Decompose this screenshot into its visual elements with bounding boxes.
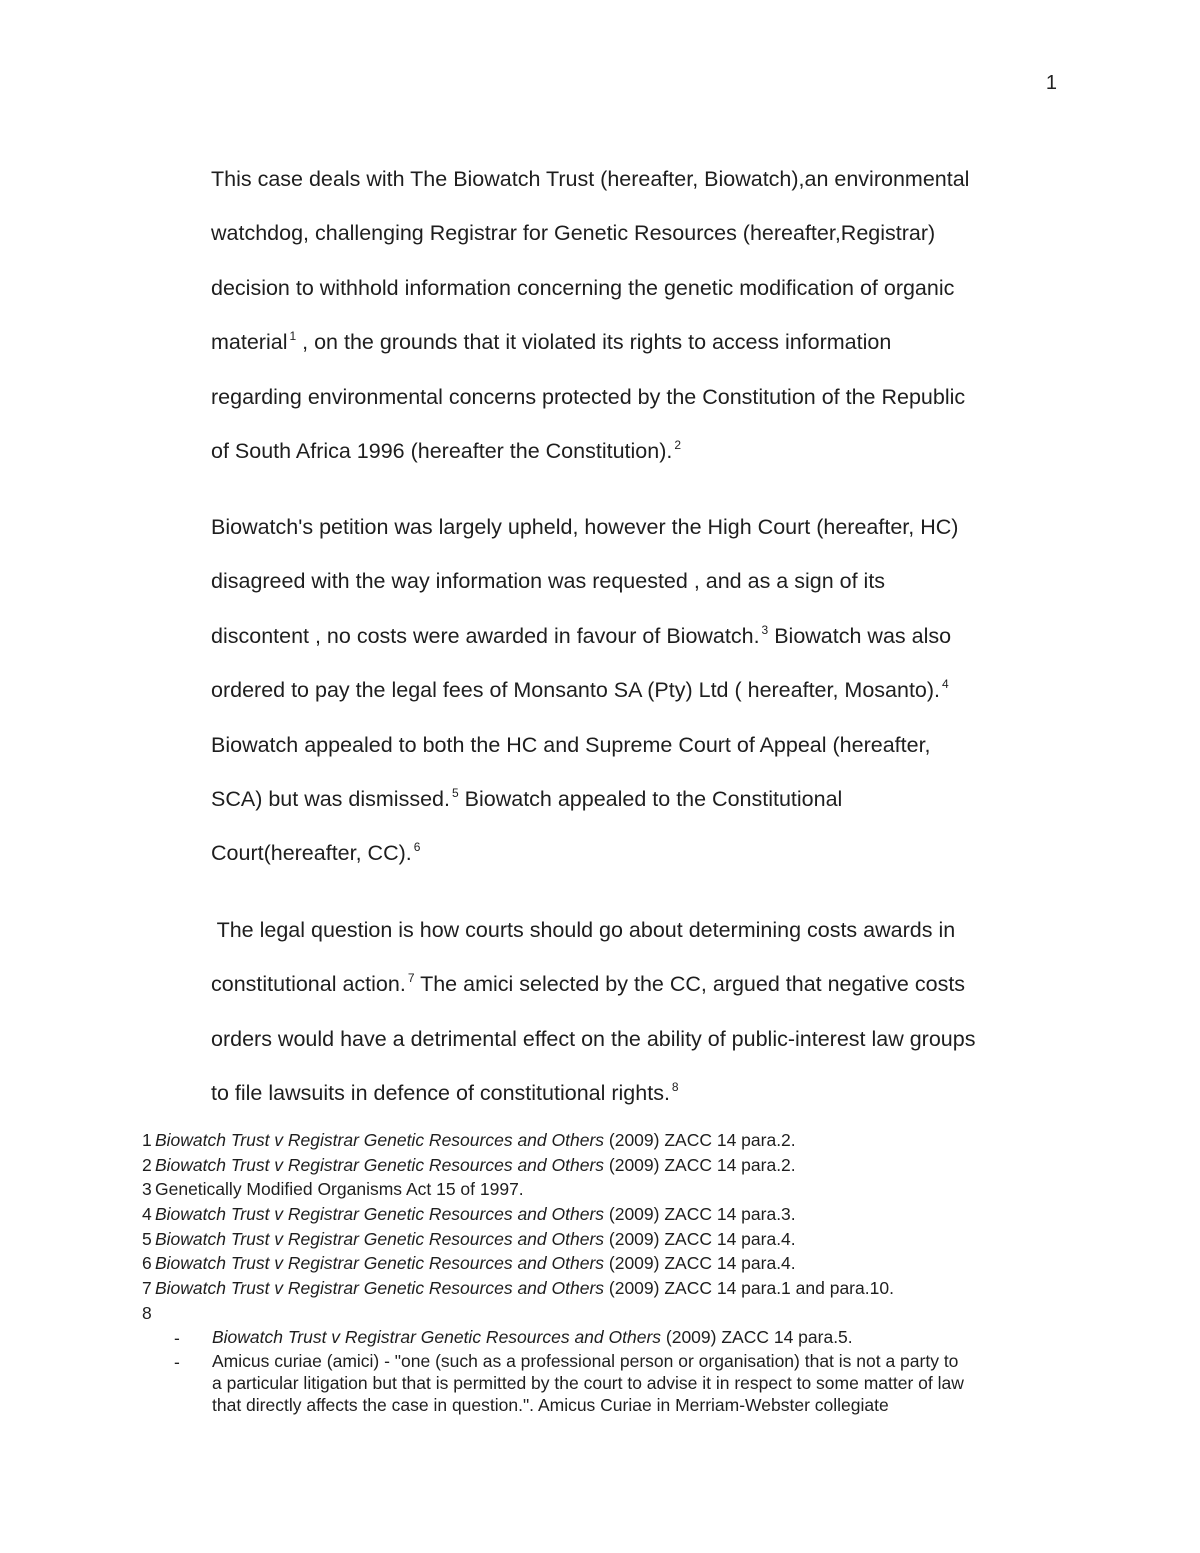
case-name: Biowatch Trust v Registrar Genetic Resources and Others <box>155 1228 605 1249</box>
text-line <box>211 957 1061 1011</box>
line-text: Biowatch's petition was largely upheld, however the High Court (hereafter, HC) <box>211 515 959 539</box>
text-line <box>211 1066 1061 1120</box>
case-name: Biowatch Trust v Registrar Genetic Resources and Others <box>155 1253 605 1274</box>
line-text: The amici selected by the CC, argued that negative costs <box>414 972 966 997</box>
footnote-ref-7[interactable]: 7 <box>407 971 415 986</box>
line-text: discontent , no costs were awarded in favour of Biowatch. <box>211 623 760 648</box>
footnote-number: 1 <box>142 1130 152 1150</box>
text-line <box>211 663 1061 717</box>
case-name: Biowatch Trust v Registrar Genetic Resources and Others <box>212 1326 662 1347</box>
line-text: decision to withhold information concerning the genetic modification of organic <box>211 275 955 300</box>
case-name: Biowatch Trust v Registrar Genetic Resources and Others <box>155 1278 605 1299</box>
footnote-number: 6 <box>142 1253 152 1274</box>
line-text: , on the grounds that it violated its rights to access information <box>296 330 892 355</box>
list-item-text: that directly affects the case in question.". Amicus Curiae in Merriam-Webster collegiate <box>212 1394 889 1415</box>
footnote-number: 2 <box>142 1154 152 1175</box>
footnote-ref-4[interactable]: 4 <box>942 677 949 692</box>
case-name: Biowatch Trust v Registrar Genetic Resources and Others <box>155 1204 605 1225</box>
footnote-number: 7 <box>142 1278 152 1299</box>
list-item-text <box>212 1326 1062 1348</box>
line-text: to file lawsuits in defence of constitutional rights. <box>211 1081 670 1106</box>
line-text: watchdog, challenging Registrar for Genetic Resources (hereafter,Registrar) <box>211 221 936 246</box>
footnote-8 <box>142 1301 1062 1326</box>
text-line <box>211 826 1061 880</box>
text-line <box>211 424 1061 478</box>
footnote-ref-3[interactable]: 3 <box>761 622 769 637</box>
text-line <box>211 718 1061 772</box>
citation: (2009) ZACC 14 para.5. <box>661 1326 853 1347</box>
footnote-8-list <box>142 1326 1062 1416</box>
list-item-text: Amicus curiae (amici) - "one (such as a professional person or organisation) that is not a party to <box>212 1350 959 1371</box>
line-text: constitutional action. <box>211 972 406 997</box>
text-line <box>211 903 1061 957</box>
citation: (2009) ZACC 14 para.4. <box>604 1228 796 1249</box>
footnote-ref-2[interactable]: 2 <box>674 437 682 452</box>
footnote-6 <box>142 1251 1062 1276</box>
paragraph-1 <box>211 152 1061 478</box>
line-text: orders would have a detrimental effect on the ability of public-interest law groups <box>211 1026 976 1051</box>
citation: Genetically Modified Organisms Act 15 of 1997. <box>155 1179 524 1200</box>
footnote-ref-6[interactable]: 6 <box>413 840 421 855</box>
case-name: Biowatch Trust v Registrar Genetic Resources and Others <box>155 1154 605 1175</box>
line-text: of South Africa 1996 (hereafter the Constitution). <box>211 438 673 463</box>
citation: (2009) ZACC 14 para.4. <box>604 1253 796 1274</box>
line-text: Court(hereafter, CC). <box>211 841 412 866</box>
line-text: material <box>211 330 288 355</box>
text-line <box>211 206 1061 260</box>
list-item <box>142 1326 1062 1350</box>
citation: (2009) ZACC 14 para.3. <box>604 1204 796 1225</box>
text-line <box>211 609 1061 663</box>
line-text: This case deals with The Biowatch Trust (hereafter, Biowatch),an environmental <box>211 167 970 191</box>
footnote-ref-8[interactable]: 8 <box>671 1080 679 1095</box>
footnote-3 <box>142 1177 1062 1202</box>
text-line <box>211 152 1061 206</box>
list-dash: - <box>174 1351 180 1372</box>
footnote-ref-1[interactable]: 1 <box>289 329 297 344</box>
text-line <box>211 772 1061 826</box>
paragraph-3 <box>211 903 1061 1121</box>
footnote-number: 5 <box>142 1228 152 1249</box>
text-line <box>211 261 1061 315</box>
case-name: Biowatch Trust v Registrar Genetic Resources and Others <box>155 1130 605 1150</box>
line-text: Biowatch appealed to both the HC and Supreme Court of Appeal (hereafter, <box>211 732 931 757</box>
line-text: Biowatch appealed to the Constitutional <box>458 786 843 811</box>
citation: (2009) ZACC 14 para.2. <box>604 1154 796 1175</box>
citation: (2009) ZACC 14 para.2. <box>604 1130 796 1150</box>
footnote-2 <box>142 1153 1062 1178</box>
text-line <box>211 1012 1061 1066</box>
line-text: ordered to pay the legal fees of Monsanto SA (Pty) Ltd ( hereafter, Mosanto). <box>211 678 941 703</box>
footnote-number: 4 <box>142 1204 152 1225</box>
footnote-1 <box>142 1128 1062 1153</box>
page-number: 1 <box>1045 72 1057 94</box>
list-item-text: a particular litigation but that is permitted by the court to advise it in respect to some matter of law <box>212 1372 964 1393</box>
paragraph-2 <box>211 500 1061 881</box>
text-line <box>211 370 1061 424</box>
text-line <box>211 315 1061 369</box>
footnote-ref-5[interactable]: 5 <box>451 785 459 800</box>
line-text: Biowatch was also <box>768 623 952 648</box>
footnote-number: 8 <box>142 1302 152 1323</box>
line-text: disagreed with the way information was requested , and as a sign of its <box>211 569 886 594</box>
footnote-7 <box>142 1276 1062 1301</box>
footnote-5 <box>142 1227 1062 1252</box>
footnotes <box>142 1128 1062 1416</box>
footnote-number: 3 <box>142 1179 152 1200</box>
line-text: SCA) but was dismissed. <box>211 786 450 811</box>
list-dash: - <box>174 1327 180 1348</box>
text-line <box>211 500 1061 554</box>
text-line <box>211 554 1061 608</box>
list-item <box>142 1350 1062 1416</box>
citation: (2009) ZACC 14 para.1 and para.10. <box>604 1278 894 1299</box>
line-text: regarding environmental concerns protected by the Constitution of the Republic <box>211 384 966 409</box>
line-text: The legal question is how courts should go about determining costs awards in <box>211 918 956 942</box>
footnote-4 <box>142 1202 1062 1227</box>
